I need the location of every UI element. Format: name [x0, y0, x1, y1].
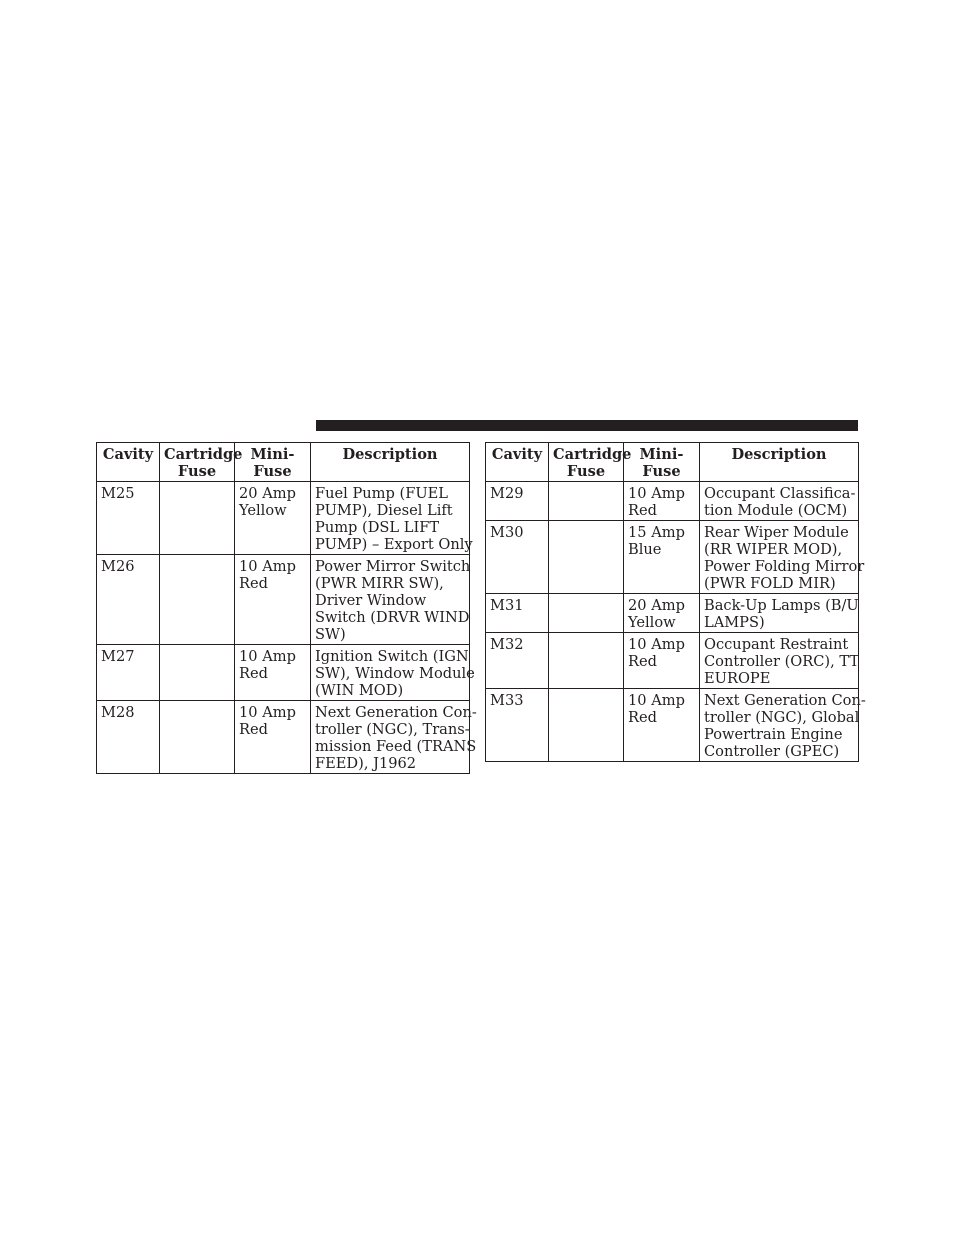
- description-line: Fuel Pump (FUEL: [315, 485, 448, 502]
- table-row: [486, 482, 859, 521]
- mini-line: Yellow: [239, 502, 287, 519]
- description-line: PUMP) – Export Only: [315, 536, 473, 553]
- table-row: [97, 482, 470, 555]
- header-line: Fuse: [642, 463, 681, 480]
- header-line: Mini-: [639, 446, 684, 463]
- cell-cavity: [97, 701, 160, 774]
- cell-cavity: [486, 689, 549, 762]
- mini-line: Red: [628, 502, 657, 519]
- cell-mini: [624, 594, 700, 633]
- mini-line: Red: [239, 575, 268, 592]
- cavity-value: M28: [101, 704, 135, 721]
- cell-description: [700, 689, 866, 762]
- section-header-bar: [316, 420, 858, 431]
- cavity-value: M32: [490, 636, 524, 653]
- mini-line: 15 Amp: [628, 524, 685, 541]
- cavity-value: M33: [490, 692, 524, 709]
- cavity-value: M30: [490, 524, 524, 541]
- mini-line: Yellow: [628, 614, 676, 631]
- mini-line: 20 Amp: [239, 485, 296, 502]
- cell-cavity: [97, 645, 160, 701]
- mini-line: 10 Amp: [628, 636, 685, 653]
- cell-cavity: [97, 482, 160, 555]
- description-line: EUROPE: [704, 670, 771, 687]
- cavity-value: M31: [490, 597, 524, 614]
- mini-line: Blue: [628, 541, 662, 558]
- description-line: Power Folding Mirror: [704, 558, 865, 575]
- mini-line: 20 Amp: [628, 597, 685, 614]
- header-line: Cavity: [102, 446, 154, 463]
- cavity-value: M27: [101, 648, 135, 665]
- header-description: [700, 443, 859, 482]
- header-line: Cavity: [491, 446, 543, 463]
- table-row: [486, 689, 859, 762]
- cell-cavity: [97, 555, 160, 645]
- mini-line: 10 Amp: [239, 558, 296, 575]
- cell-mini: [235, 645, 311, 701]
- fuse-table-right: [485, 442, 866, 762]
- mini-line: 10 Amp: [239, 648, 296, 665]
- description-line: Controller (ORC), TT: [704, 653, 860, 670]
- cell-cartridge: [549, 482, 624, 521]
- table-row: [486, 633, 859, 689]
- description-line: (RR WIPER MOD),: [704, 541, 843, 558]
- header-line: Fuse: [253, 463, 292, 480]
- cell-mini: [235, 701, 311, 774]
- cell-cartridge: [549, 633, 624, 689]
- table-header: [97, 443, 470, 482]
- mini-line: 10 Amp: [239, 704, 296, 721]
- description-line: troller (NGC), Trans-: [315, 721, 470, 738]
- cell-mini: [235, 555, 311, 645]
- cell-description: [311, 701, 477, 774]
- description-line: PUMP), Diesel Lift: [315, 502, 453, 519]
- cell-mini: [624, 689, 700, 762]
- table-body: [97, 482, 477, 774]
- cell-description: [700, 633, 859, 689]
- table-row: [486, 521, 859, 594]
- description-line: FEED), J1962: [315, 755, 417, 772]
- description-line: Driver Window: [315, 592, 427, 609]
- description-line: Pump (DSL LIFT: [315, 519, 440, 536]
- description-line: mission Feed (TRANS: [315, 738, 477, 755]
- description-line: (PWR FOLD MIR): [704, 575, 836, 592]
- cell-description: [700, 521, 865, 594]
- table-body: [486, 482, 866, 762]
- table-row: [97, 555, 470, 645]
- description-line: (WIN MOD): [315, 682, 404, 699]
- cell-cartridge: [549, 594, 624, 633]
- header-line: Fuse: [566, 463, 606, 480]
- table-row: [97, 645, 470, 701]
- description-line: Controller (GPEC): [704, 743, 840, 760]
- description-line: tion Module (OCM): [704, 502, 848, 519]
- table-row: [486, 594, 859, 633]
- cell-description: [311, 645, 475, 701]
- mini-line: 10 Amp: [628, 485, 685, 502]
- description-line: SW): [315, 626, 346, 643]
- cell-cartridge: [160, 645, 235, 701]
- description-line: LAMPS): [704, 614, 765, 631]
- header-cartridge-fuse: [160, 443, 243, 482]
- cell-cavity: [486, 482, 549, 521]
- header-line: Fuse: [177, 463, 217, 480]
- cell-mini: [624, 633, 700, 689]
- description-line: Switch (DRVR WIND: [315, 609, 470, 626]
- cell-description: [311, 482, 473, 555]
- cavity-value: M26: [101, 558, 135, 575]
- header-line: Description: [342, 446, 438, 463]
- header-description: [311, 443, 470, 482]
- header-cartridge-fuse: [549, 443, 632, 482]
- cell-description: [700, 482, 859, 521]
- cavity-value: M29: [490, 485, 524, 502]
- cell-cartridge: [549, 689, 624, 762]
- cell-description: [311, 555, 470, 645]
- description-line: Next Generation Con-: [704, 692, 866, 709]
- table-header: [486, 443, 859, 482]
- mini-line: 10 Amp: [628, 692, 685, 709]
- description-line: Ignition Switch (IGN: [315, 648, 469, 665]
- mini-line: Red: [628, 653, 657, 670]
- mini-line: Red: [239, 721, 268, 738]
- fuse-table-left: [96, 442, 477, 774]
- description-line: Power Mirror Switch: [315, 558, 471, 575]
- description-line: (PWR MIRR SW),: [315, 575, 444, 592]
- description-line: Back-Up Lamps (B/U: [704, 597, 859, 614]
- cell-mini: [624, 482, 700, 521]
- cell-cartridge: [160, 482, 235, 555]
- cell-cartridge: [549, 521, 624, 594]
- description-line: Rear Wiper Module: [704, 524, 849, 541]
- description-line: Occupant Classifica-: [704, 485, 856, 502]
- header-line: Description: [731, 446, 827, 463]
- header-cavity: [486, 443, 549, 482]
- table-row: [97, 701, 470, 774]
- cell-mini: [235, 482, 311, 555]
- cell-cavity: [486, 521, 549, 594]
- cell-cavity: [486, 594, 549, 633]
- header-mini-fuse: [235, 443, 311, 482]
- header-cavity: [97, 443, 160, 482]
- header-mini-fuse: [624, 443, 700, 482]
- cell-cartridge: [160, 555, 235, 645]
- cavity-value: M25: [101, 485, 135, 502]
- description-line: troller (NGC), Global: [704, 709, 860, 726]
- header-line: Cartridge: [164, 446, 243, 463]
- description-line: SW), Window Module: [315, 665, 475, 682]
- description-line: Next Generation Con-: [315, 704, 477, 721]
- description-line: Occupant Restraint: [704, 636, 849, 653]
- description-line: Powertrain Engine: [704, 726, 843, 743]
- cell-mini: [624, 521, 700, 594]
- header-line: Mini-: [250, 446, 295, 463]
- mini-line: Red: [628, 709, 657, 726]
- cell-cavity: [486, 633, 549, 689]
- mini-line: Red: [239, 665, 268, 682]
- header-line: Cartridge: [553, 446, 632, 463]
- cell-cartridge: [160, 701, 235, 774]
- cell-description: [700, 594, 859, 633]
